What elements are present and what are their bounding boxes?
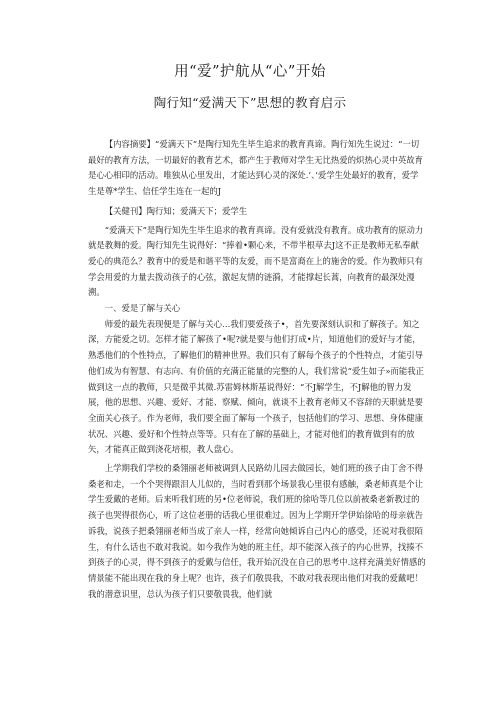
intro-paragraph: “爱满天下”是陶行知先生毕生追求的教育真谛。没有爱就没有教育。成功教育的原动力就是教舞的爱。陶行知先生说得好：“捧着•颗心来，不带半根草去J这不正是教师无私奉献爱心的典范么？教育中的爱是和谐平等的友爱，而不是富裔在上的施舍的爱。作为教师只有学会用爱的力量去拨动孩子的心弦，激起友情的涟漪，才能撑起长蒿，向教育的最深处漫溯。 bbox=[88, 224, 424, 298]
keywords-line: 【关健刊】陶行知；爱满天下；爱学生 bbox=[104, 205, 248, 216]
document-subtitle: 陶行知“爱满天下”思想的教育启示 bbox=[153, 95, 347, 110]
document-body bbox=[88, 137, 426, 602]
body-paragraph: 师爱的最先表现便是了解与关心…我们要爱孩子•，首先要深刻认识和了解孩子。知之深，方能爱之切。怎样才能了解孩了•呢?就是要与他们打成•片，知道他们的爱好与才能，熟悉他们的个性特点，了解他们的精神世界。我们只有了解每个孩子的个性特点，才能引导他们成为有智慧、有志向、有价值的充满正能量的完整的人，我们常说“爱生如子»而能我正做到这一点的教师，只是微乎其微.苏雷姆林斯基说得好：“不J解学生，不J解他的智力发展，他的思想、兴趣、爱好、才能、察赋、倾向，就谈不上教育老师又不容辞的天职就是要全面关心孩子。作为老师，我们要全面了解每一个孩子，包括他们的学习、思想、身体健康状况、兴趣、爱好和个性特点等等。只有在了解的基础上，才能对他们的教育做到有的放矢，才能真正做到浇花培根，教人盘心。 bbox=[88, 318, 425, 455]
document-title: 用“爱”护航从“心”开始 bbox=[174, 64, 326, 80]
body-paragraph: 上学期我们学校的桑翎丽老师被调到人民路幼儿园去做园长，她们班的孩子由丁舍不得桑老和走，一个个哭得跟泪人儿似的，当时看到那个场景我心里很有感触，桑老师真是个让学生爱戴的老师。后来听我们班的另•位老师说，我们班的徐哈等几位以前被桑老新教过的孩子也哭得很伤心，听了这位老册的话我心里很难过。因为上学期开学伊始徐哈的母亲就告诉我，说孩子把桑翎丽老师当成了亲人一样，经常向她倾诉自己内心的感受，还说对我很陌生，有什么话也不敢对我说。如今我作为她的班主任，却不能深入孩子的内心世界，找揍不到孩子的心灵，得不到孩子的爱戴与信任，我开始沉没在自己的思考中.这样充满美好情感的情景能不能出现在我的身上呢？也许，孩子们敬畏我，不敢对我表现出他们对我的爱戴吧！我的潜意识里，总认为孩子们只要敬畏我，他们就 bbox=[88, 463, 426, 599]
section-heading: 一、爱是了解与关心 bbox=[104, 303, 181, 314]
abstract-paragraph: 【内容摘要】“爱满天下”是陶行知先生毕生追求的教育真谛。陶行知先生说过：“一切最好的教育方法，一切最好的教育艺术，都产生于教师对学生无比热爱的炽热心灵中英故育是心心相印的活动。唯独从心里发出，才能达到心灵的深处.’、’爱学生处最好的教育，爱学生是尊*学生、信任学生连在一起的J bbox=[88, 139, 423, 197]
